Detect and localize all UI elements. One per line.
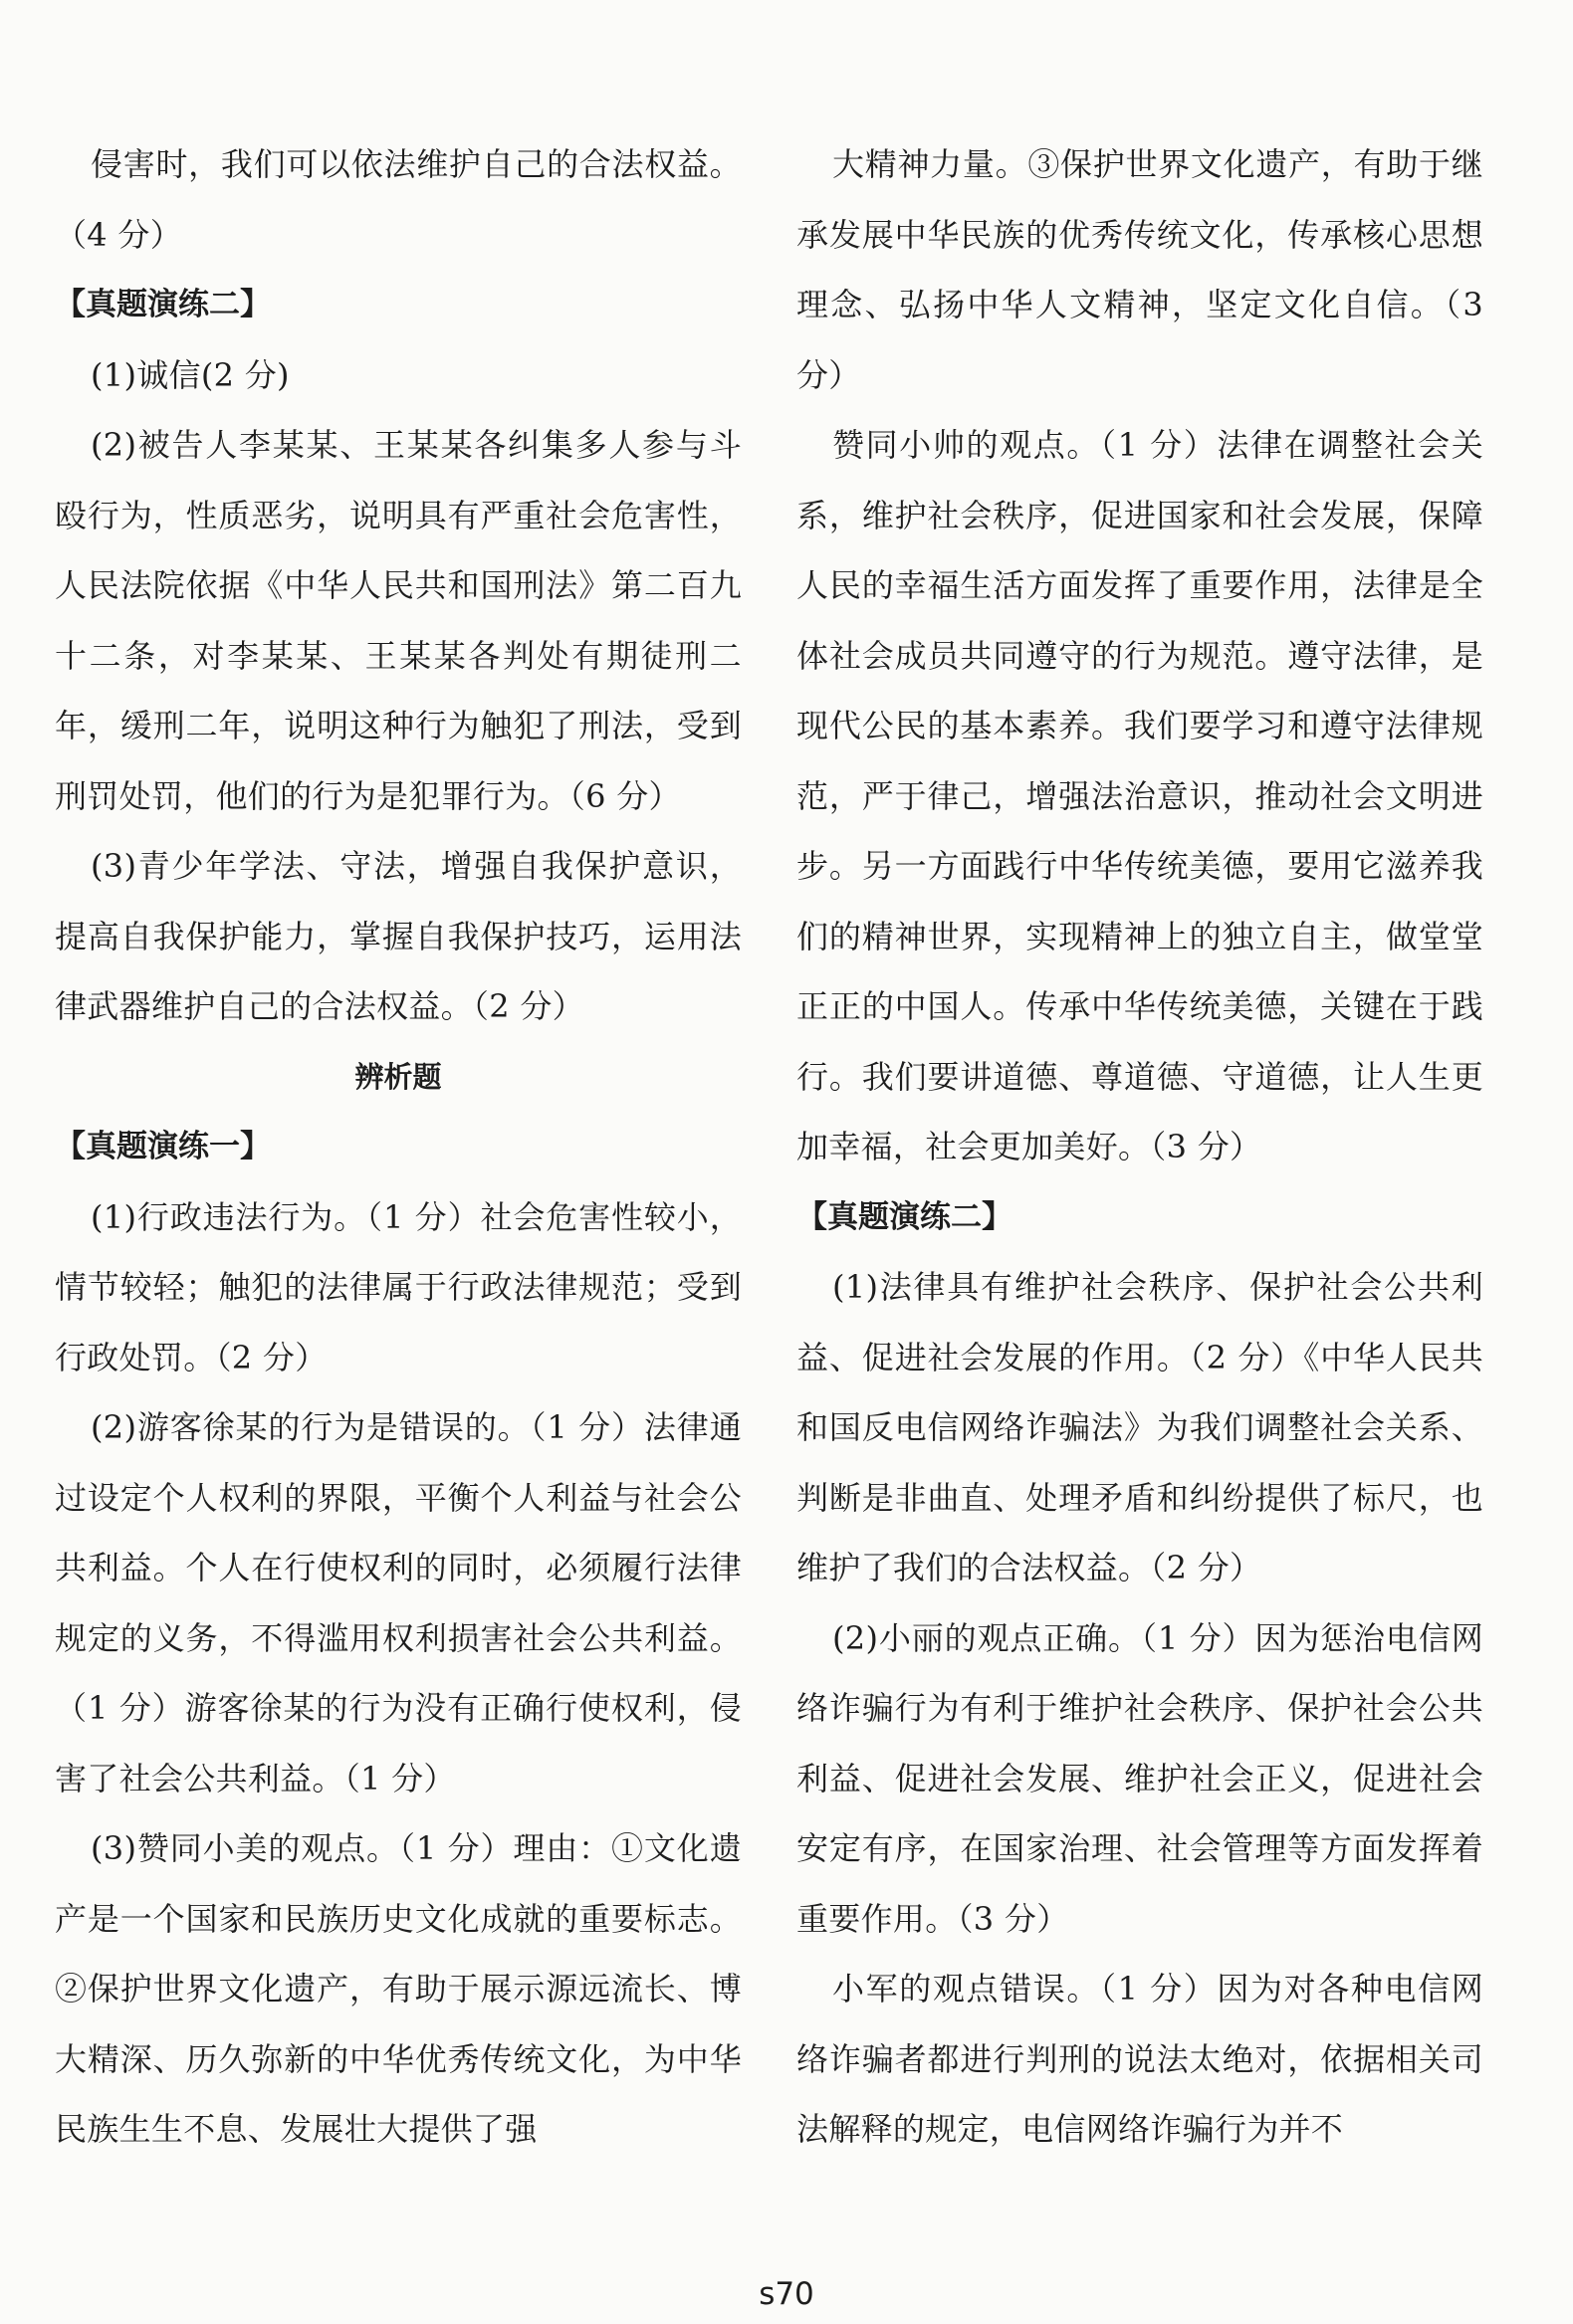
right-paragraph-2: 赞同小帅的观点。（1 分）法律在调整社会关系，维护社会秩序，促进国家和社会发展，保障人民的幸福生活方面发挥了重要作用，法律是全体社会成员共同遵守的行为规范。遵守法律，是现代公民的基本素养。我们要学习和遵守法律规范，严于律己，增强法治意识，推动社会文明进步。另一方面践行中华传统美德，要用它滋养我们的精神世界，实现精神上的独立自主，做堂堂正正的中国人。传承中华传统美德，关键在于践行。我们要讲道德、尊道德、守道德，让人生更加幸福，社会更加美好。（3 分） (796, 426, 1483, 1165)
left-paragraph-2: (1)诚信(2 分) (91, 355, 290, 394)
page-number: s70 (759, 2276, 814, 2312)
left-paragraph-3: (2)被告人李某某、王某某各纠集多人参与斗殴行为，性质恶劣，说明具有严重社会危害性，人民法院依据《中华人民共和国刑法》第二百九十二条，对李某某、王某某各判处有期徒刑二年，缓刑二年，说明这种行为触犯了刑法，受到刑罚处罚，他们的行为是犯罪行为。（6 分） (55, 426, 742, 815)
right-paragraph-3: (1)法律具有维护社会秩序、保护社会公共利益、促进社会发展的作用。（2 分）《中华人民共和国反电信网络诈骗法》为我们调整社会关系、判断是非曲直、处理矛盾和纠纷提供了标尺，也维护了我们的合法权益。（2 分） (796, 1268, 1483, 1586)
left-paragraph-7: (3)赞同小美的观点。（1 分）理由：①文化遗产是一个国家和民族历史文化成就的重要标志。②保护世界文化遗产，有助于展示源远流长、博大精深、历久弥新的中华优秀传统文化，为中华民族生生不息、发展壮大提供了强 (55, 1829, 742, 2148)
right-paragraph-5: 小军的观点错误。（1 分）因为对各种电信网络诈骗者都进行判刑的说法太绝对，依据相关司法解释的规定，电信网络诈骗行为并不 (796, 1970, 1483, 2148)
left-paragraph-4: (3)青少年学法、守法，增强自我保护意识，提高自我保护能力，掌握自我保护技巧，运用法律武器维护自己的合法权益。（2 分） (55, 847, 742, 1025)
left-paragraph-5: (1)行政违法行为。（1 分）社会危害性较小，情节较轻；触犯的法律属于行政法律规范；受到行政处罚。（2 分） (55, 1197, 742, 1376)
left-heading-zhenti-2: 【真题演练二】 (55, 287, 271, 322)
left-heading-zhenti-1: 【真题演练一】 (55, 1129, 271, 1164)
left-paragraph-1: 侵害时，我们可以依法维护自己的合法权益。（4 分） (55, 145, 742, 254)
left-paragraph-6: (2)游客徐某的行为是错误的。（1 分）法律通过设定个人权利的界限，平衡个人利益与社会公共利益。个人在行使权利的同时，必须履行法律规定的义务，不得滥用权利损害社会公共利益。（1 分）游客徐某的行为没有正确行使权利，侵害了社会公共利益。（1 分） (55, 1408, 742, 1797)
right-paragraph-1: 大精神力量。③保护世界文化遗产，有助于继承发展中华民族的优秀传统文化，传承核心思想理念、弘扬中华人文精神，坚定文化自信。（3 分） (796, 145, 1483, 394)
right-heading-zhenti-2: 【真题演练二】 (796, 1198, 1012, 1235)
left-column (55, 129, 742, 2165)
section-title-bianxi: 辨析题 (354, 1059, 442, 1094)
right-paragraph-4: (2)小丽的观点正确。（1 分）因为惩治电信网络诈骗行为有利于维护社会秩序、保护社会公共利益、促进社会发展、维护社会正义，促进社会安定有序，在国家治理、社会管理等方面发挥着重要作用。（3 分） (796, 1618, 1483, 1938)
right-column (796, 129, 1483, 2165)
